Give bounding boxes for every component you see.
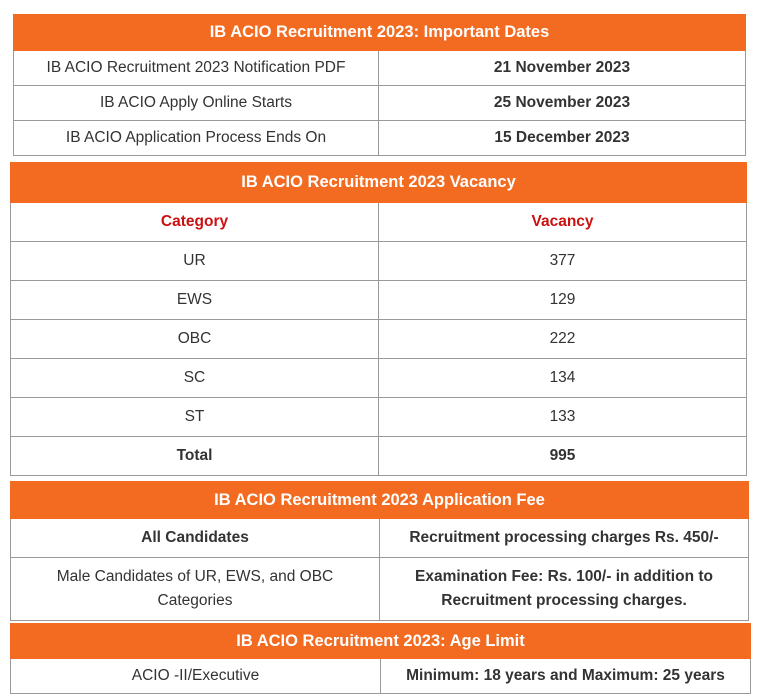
date-value: 15 December 2023 — [379, 121, 746, 156]
fee-label: Male Candidates of UR, EWS, and OBC Categories — [11, 558, 380, 621]
table-row — [11, 398, 747, 437]
table-row — [11, 242, 747, 281]
fee-value: Recruitment processing charges Rs. 450/- — [380, 519, 749, 558]
date-label: IB ACIO Apply Online Starts — [14, 86, 379, 121]
table-row — [11, 359, 747, 398]
vacancy-cell: 133 — [379, 398, 747, 437]
application-fee-table — [10, 481, 749, 621]
date-value: 21 November 2023 — [379, 51, 746, 86]
application-fee-title: IB ACIO Recruitment 2023 Application Fee — [11, 482, 749, 519]
category-cell: EWS — [11, 281, 379, 320]
table-row — [11, 659, 751, 694]
table-row — [11, 281, 747, 320]
category-cell: OBC — [11, 320, 379, 359]
important-dates-table — [13, 14, 746, 156]
total-count: 995 — [379, 437, 747, 476]
category-cell: SC — [11, 359, 379, 398]
total-label: Total — [11, 437, 379, 476]
vacancy-cell: 134 — [379, 359, 747, 398]
date-value: 25 November 2023 — [379, 86, 746, 121]
category-header: Category — [11, 203, 379, 242]
vacancy-cell: 377 — [379, 242, 747, 281]
important-dates-title: IB ACIO Recruitment 2023: Important Dates — [14, 15, 746, 51]
age-label: ACIO -II/Executive — [11, 659, 381, 694]
vacancy-header: Vacancy — [379, 203, 747, 242]
table-row — [14, 121, 746, 156]
table-row — [11, 519, 749, 558]
fee-value: Examination Fee: Rs. 100/- in addition to Recruitment processing charges. — [380, 558, 749, 621]
table-header-row — [11, 203, 747, 242]
category-cell: ST — [11, 398, 379, 437]
vacancy-table — [10, 162, 747, 476]
age-limit-table — [10, 623, 751, 694]
date-label: IB ACIO Application Process Ends On — [14, 121, 379, 156]
category-cell: UR — [11, 242, 379, 281]
table-row — [14, 86, 746, 121]
total-row — [11, 437, 747, 476]
vacancy-cell: 129 — [379, 281, 747, 320]
table-row — [11, 558, 749, 621]
vacancy-title: IB ACIO Recruitment 2023 Vacancy — [11, 163, 747, 203]
table-row — [14, 51, 746, 86]
vacancy-cell: 222 — [379, 320, 747, 359]
age-value: Minimum: 18 years and Maximum: 25 years — [381, 659, 751, 694]
age-limit-title: IB ACIO Recruitment 2023: Age Limit — [11, 624, 751, 659]
fee-label: All Candidates — [11, 519, 380, 558]
table-row — [11, 320, 747, 359]
date-label: IB ACIO Recruitment 2023 Notification PDF — [14, 51, 379, 86]
